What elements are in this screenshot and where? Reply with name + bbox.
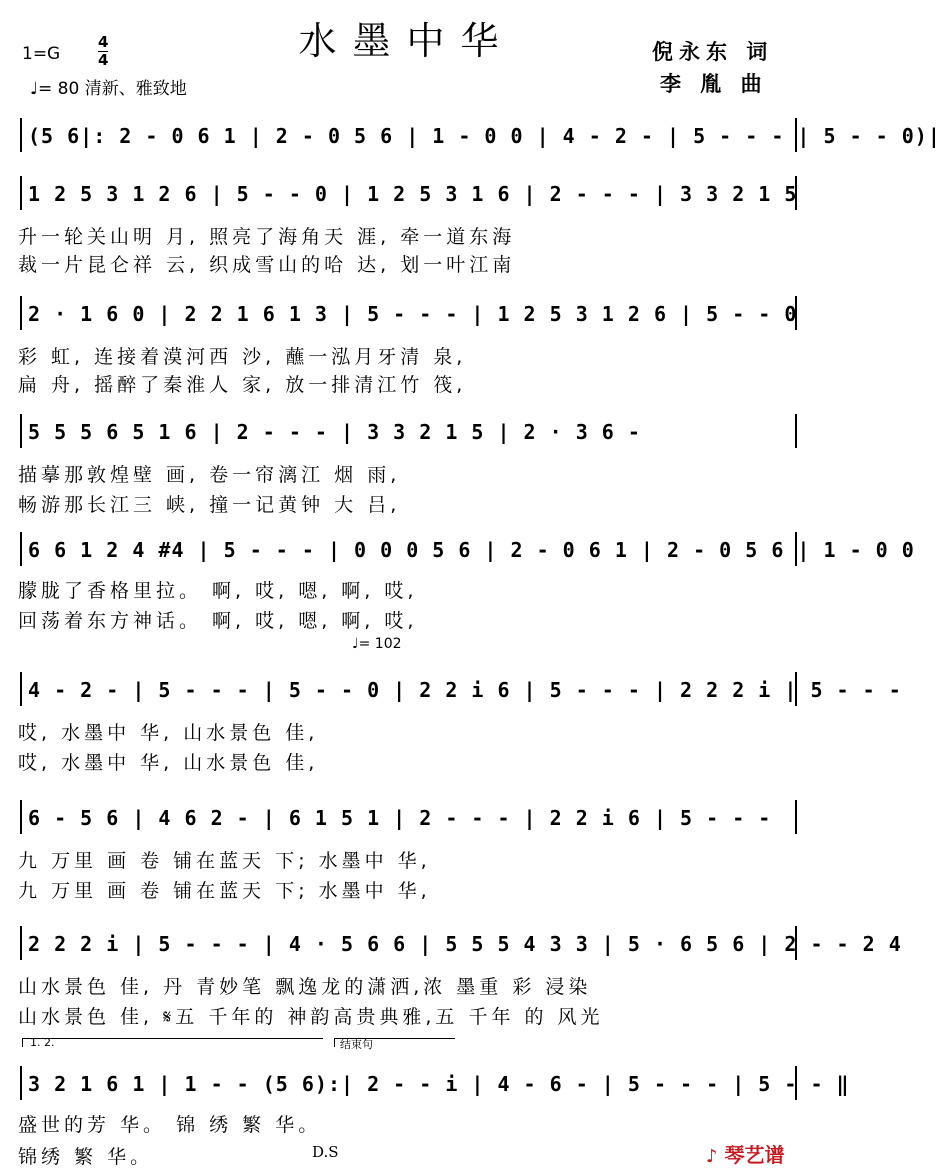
barline (795, 414, 797, 448)
lyrics-verse-1: 盛世的芳 华。 锦 绣 繁 华。 (18, 1114, 322, 1136)
key-signature: 1=G (22, 44, 61, 64)
page-title: 水墨中华 (298, 19, 515, 63)
barline (20, 414, 22, 448)
volta-label-1: 1. 2. (30, 1036, 55, 1049)
barline (20, 296, 22, 330)
notation-line: 2 2 2 i | 5 - - - | 4 · 5 6 6 | 5 5 5 4 3 3 | 5 · 6 5 6 | 2 - - 2 4 (28, 932, 902, 956)
notation-line: 4 - 2 - | 5 - - - | 5 - - 0 | 2 2 i 6 | 5 - - - | 2 2 2 i | 5 - - - (28, 678, 902, 702)
volta-bracket-1 (22, 1038, 323, 1047)
barline (20, 926, 22, 960)
site-watermark (706, 1139, 784, 1168)
lyrics-verse-1: 彩 虹, 连接着漠河西 沙, 蘸一泓月牙清 泉, (18, 346, 467, 368)
lyrics-verse-2: 锦绣 繁 华。 (18, 1146, 154, 1168)
lyrics-verse-2: 扁 舟, 摇醉了秦淮人 家, 放一排清江竹 筏, (18, 374, 467, 396)
notation-line: 6 6 1 2 4 #4 | 5 - - - | 0 0 0 5 6 | 2 - 0 6 1 | 2 - 0 5 6 | 1 - 0 0 (28, 538, 915, 562)
time-signature-bottom: 4 (98, 51, 109, 69)
volta-label-2: 结束句 (340, 1038, 373, 1051)
notation-line: 5 5 5 6 5 1 6 | 2 - - - | 3 3 2 1 5 | 2 · 3 6 - (28, 420, 641, 444)
barline (20, 176, 22, 210)
time-signature-top: 4 (98, 33, 109, 51)
lyrics-verse-2: 哎, 水墨中 华, 山水景色 佳, (18, 752, 319, 774)
notation-line: (5 6|: 2 - 0 6 1 | 2 - 0 5 6 | 1 - 0 0 | 4 - 2 - | 5 - - - | 5 - - 0)| (28, 124, 941, 148)
notation-line: 6 - 5 6 | 4 6 2 - | 6 1 5 1 | 2 - - - | 2 2 i 6 | 5 - - - (28, 806, 772, 830)
barline (20, 672, 22, 706)
lyrics-verse-1: 描摹那敦煌壁 画, 卷一帘漓江 烟 雨, (18, 464, 401, 486)
lyrics-verse-2: 九 万里 画 卷 铺在蓝天 下; 水墨中 华, (18, 880, 431, 902)
lyrics-verse-2: 畅游那长江三 峡, 撞一记黄钟 大 吕, (18, 494, 401, 516)
barline (20, 532, 22, 566)
lyrics-verse-1: 山水景色 佳, 丹 青妙笔 飘逸龙的潇洒,浓 墨重 彩 浸染 (18, 976, 592, 998)
lyrics-verse-1: 九 万里 画 卷 铺在蓝天 下; 水墨中 华, (18, 850, 431, 872)
lyrics-verse-1: 朦胧了香格里拉。 啊, 哎, 嗯, 啊, 哎, (18, 580, 418, 602)
tempo-marking: ♩= 80 清新、雅致地 (30, 79, 187, 99)
barline (795, 800, 797, 834)
composer-credit: 李 胤 曲 (660, 72, 768, 96)
barline (20, 800, 22, 834)
watermark-logo-icon: ♪ (706, 1146, 718, 1167)
lyrics-verse-1: 哎, 水墨中 华, 山水景色 佳, (18, 722, 319, 744)
barline (20, 1066, 22, 1100)
dal-segno-marking: D.S (312, 1143, 339, 1161)
lyrics-verse-2: 山水景色 佳, 𝄋五 千年的 神韵高贵典雅,五 千年 的 风光 (18, 1006, 604, 1028)
lyricist-credit: 倪永东 词 (652, 40, 774, 64)
lyrics-verse-2: 回荡着东方神话。 啊, 哎, 嗯, 啊, 哎, (18, 610, 418, 632)
notation-line: 3 2 1 6 1 | 1 - - (5 6):| 2 - - i | 4 - 6 - | 5 - - - | 5 - - ‖ (28, 1072, 850, 1096)
lyrics-verse-1: 升一轮关山明 月, 照亮了海角天 涯, 牵一道东海 (18, 226, 516, 248)
time-signature (98, 34, 108, 69)
barline (20, 118, 22, 152)
lyrics-verse-2: 裁一片昆仑祥 云, 织成雪山的哈 达, 划一叶江南 (18, 254, 516, 276)
notation-line: 1 2 5 3 1 2 6 | 5 - - 0 | 1 2 5 3 1 6 | 2 - - - | 3 3 2 1 5 (28, 182, 798, 206)
notation-line: 2 · 1 6 0 | 2 2 1 6 1 3 | 5 - - - | 1 2 5 3 1 2 6 | 5 - - 0 (28, 302, 798, 326)
watermark-text: 琴艺谱 (724, 1143, 785, 1167)
tempo-change: ♩= 102 (352, 636, 402, 652)
